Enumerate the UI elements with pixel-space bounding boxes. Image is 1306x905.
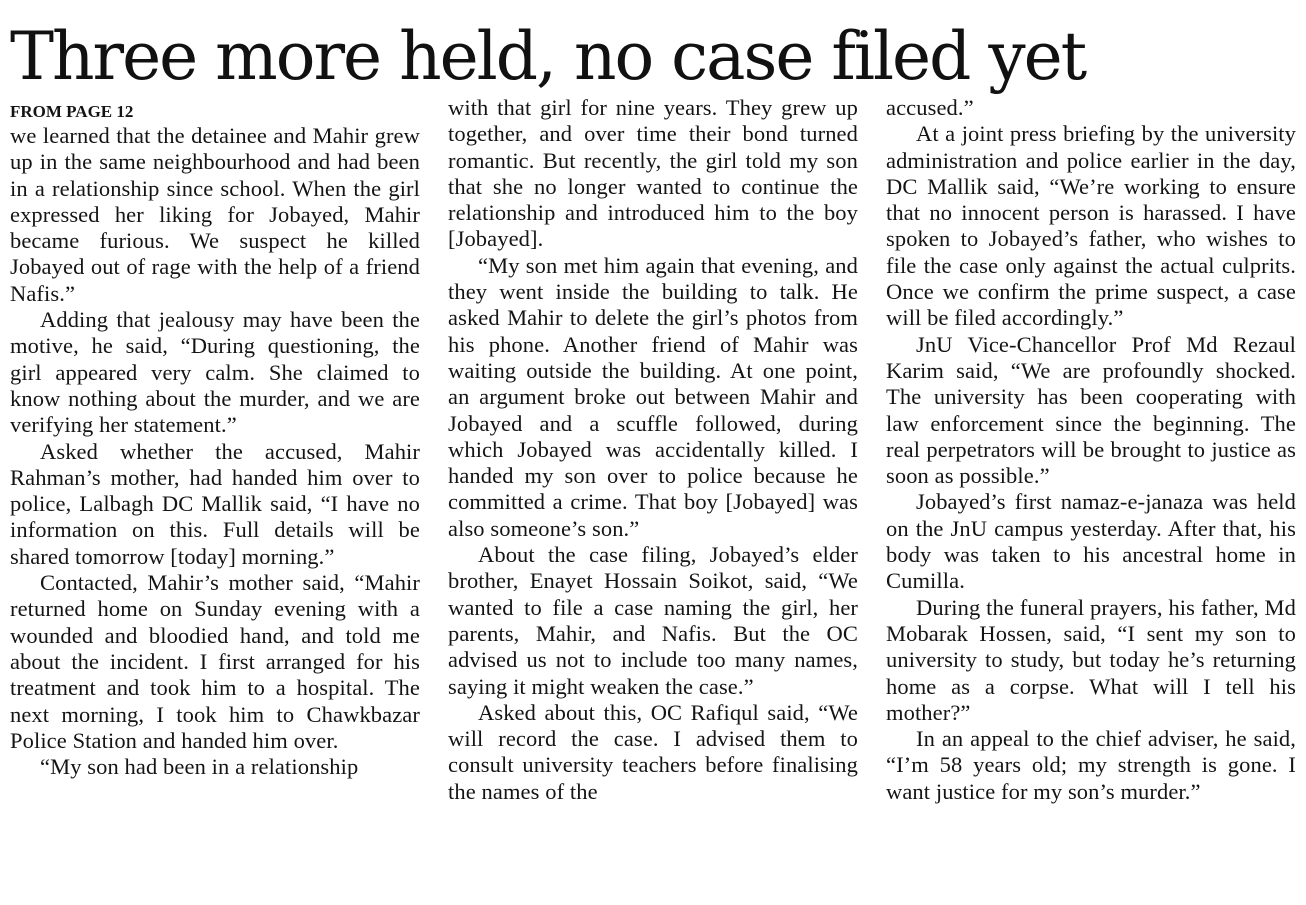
dateline-from-page: FROM PAGE 12 xyxy=(10,102,134,121)
paragraph: In an appeal to the chief adviser, he said, “I’m 58 years old; my strength is gone. I want justice for my son’s murder.” xyxy=(886,726,1296,804)
paragraph: “My son had been in a relationship xyxy=(40,754,359,780)
article-column-2 xyxy=(448,95,858,805)
paragraph: Asked about this, OC Rafiqul said, “We will record the case. I advised them to consult university teachers before finalising the names of the xyxy=(448,699,858,804)
paragraph: with that girl for nine years. They grew up together, and over time their bond turned romantic. But recently, the girl told my son that she no longer wanted to continue the relationship and introduced him to the boy [Jobayed]. xyxy=(448,95,858,252)
paragraph: Contacted, Mahir’s mother said, “Mahir returned home on Sunday evening with a wounded and bloodied hand, and told me about the incident. I first arranged for his treatment and took him to a hospital. The next morning, I took him to Chawkbazar Police Station and handed him over. xyxy=(10,570,420,753)
article-headline: Three more held, no case filed yet xyxy=(10,18,1086,95)
paragraph: At a joint press briefing by the university administration and police earlier in the day, DC Mallik said, “We’re working to ensure that no innocent person is harassed. I have spoken to Jobayed’s father, who wishes to file the case only against the actual culprits. Once we confirm the prime suspect, a case will be filed accordingly.” xyxy=(886,121,1296,331)
paragraph: Jobayed’s first namaz-e-janaza was held on the JnU campus yesterday. After that, his body was taken to his ancestral home in Cumilla. xyxy=(886,489,1296,594)
paragraph: “My son met him again that evening, and they went inside the building to talk. He asked Mahir to delete the girl’s photos from his phone. Another friend of Mahir was waiting outside the building. At one point, an argument broke out between Mahir and Jobayed and a scuffle followed, during which Jobayed was accidentally killed. I handed my son over to police because he committed a crime. That boy [Jobayed] was also someone’s son.” xyxy=(448,252,858,541)
paragraph: Asked whether the accused, Mahir Rahman’s mother, had handed him over to police, Lalbagh DC Mallik said, “I have no information on this. Full details will be shared tomorrow [today] morning.” xyxy=(10,438,420,569)
article-column-3 xyxy=(886,95,1296,805)
paragraph: we learned that the detainee and Mahir grew up in the same neighbourhood and had been in a relationship since school. When the girl expressed her liking for Jobayed, Mahir became furious. We suspect he killed Jobayed out of rage with the help of a friend Nafis.” xyxy=(10,123,420,306)
paragraph: Adding that jealousy may have been the motive, he said, “During questioning, the girl appeared very calm. She claimed to know nothing about the murder, and we are verifying her statement.” xyxy=(10,307,420,438)
paragraph: accused.” xyxy=(886,95,974,120)
paragraph: During the funeral prayers, his father, Md Mobarak Hossen, said, “I sent my son to university to study, but today he’s returning home as a corpse. What will I tell his mother?” xyxy=(886,594,1296,725)
paragraph: JnU Vice-Chancellor Prof Md Rezaul Karim said, “We are profoundly shocked. The university has been cooperating with law enforcement since the beginning. The real perpetrators will be brought to justice as soon as possible.” xyxy=(886,331,1296,489)
paragraph: About the case filing, Jobayed’s elder brother, Enayet Hossain Soikot, said, “We wanted to file a case naming the girl, her parents, Mahir, and Nafis. But the OC advised us not to include too many names, saying it might weaken the case.” xyxy=(448,542,858,699)
article-column-1 xyxy=(10,123,420,780)
